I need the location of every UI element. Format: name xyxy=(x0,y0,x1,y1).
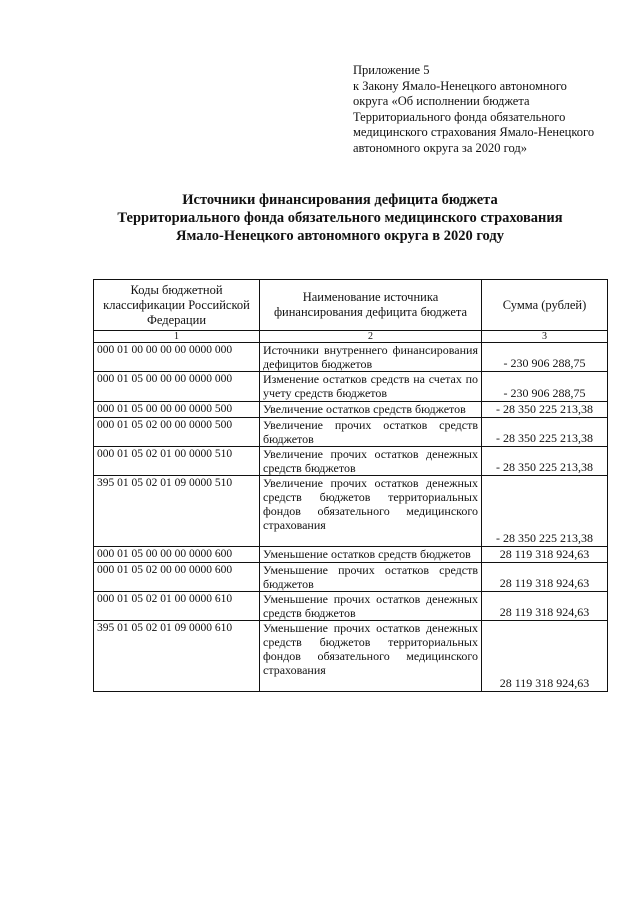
row-code: 000 01 05 02 01 00 0000 610 xyxy=(94,592,260,621)
row-amount: - 28 350 225 213,38 xyxy=(482,402,608,418)
title-line: Территориального фонда обязательного медицинского страхования xyxy=(117,210,563,226)
row-amount: - 230 906 288,75 xyxy=(482,372,608,402)
table-row xyxy=(94,547,608,563)
row-amount: 28 119 318 924,63 xyxy=(482,621,608,692)
header-amount: Сумма (рублей) xyxy=(482,280,608,331)
table-row xyxy=(94,447,608,476)
table-row xyxy=(94,621,608,692)
appendix-line: медицинского страхования Ямало-Ненецкого xyxy=(353,125,595,139)
row-code: 395 01 05 02 01 09 0000 610 xyxy=(94,621,260,692)
column-number: 2 xyxy=(260,331,482,343)
document-title xyxy=(60,191,620,245)
row-name: Увеличение прочих остатков денежных средств бюджетов территориальных фондов обязательного медицинского страхования xyxy=(260,476,482,547)
table-row xyxy=(94,592,608,621)
table-row xyxy=(94,372,608,402)
row-code: 000 01 05 02 00 00 0000 500 xyxy=(94,418,260,447)
table-row xyxy=(94,476,608,547)
column-number: 1 xyxy=(94,331,260,343)
column-number: 3 xyxy=(482,331,608,343)
row-amount: - 230 906 288,75 xyxy=(482,343,608,372)
row-code: 000 01 05 02 00 00 0000 600 xyxy=(94,563,260,592)
header-name: Наименование источника финансирования дефицита бюджета xyxy=(260,280,482,331)
row-name: Источники внутреннего финансирования дефицитов бюджетов xyxy=(260,343,482,372)
row-name: Уменьшение остатков средств бюджетов xyxy=(260,547,482,563)
row-name: Увеличение прочих остатков денежных средств бюджетов xyxy=(260,447,482,476)
row-code: 000 01 00 00 00 00 0000 000 xyxy=(94,343,260,372)
appendix-line: Приложение 5 xyxy=(353,63,430,77)
appendix-note xyxy=(353,63,623,156)
table-row xyxy=(94,418,608,447)
row-code: 395 01 05 02 01 09 0000 510 xyxy=(94,476,260,547)
table-header-row xyxy=(94,280,608,331)
appendix-line: Территориального фонда обязательного xyxy=(353,109,566,124)
row-code: 000 01 05 02 01 00 0000 510 xyxy=(94,447,260,476)
row-code: 000 01 05 00 00 00 0000 600 xyxy=(94,547,260,563)
appendix-line: округа «Об исполнении бюджета xyxy=(353,94,530,108)
row-amount: 28 119 318 924,63 xyxy=(482,547,608,563)
row-amount: - 28 350 225 213,38 xyxy=(482,476,608,547)
row-name: Увеличение остатков средств бюджетов xyxy=(260,402,482,418)
title-line: Источники финансирования дефицита бюджета xyxy=(182,192,498,208)
table-row xyxy=(94,402,608,418)
row-code: 000 01 05 00 00 00 0000 500 xyxy=(94,402,260,418)
title-line: Ямало-Ненецкого автономного округа в 2020 году xyxy=(176,228,504,244)
row-amount: 28 119 318 924,63 xyxy=(482,592,608,621)
row-name: Изменение остатков средств на счетах по учету средств бюджетов xyxy=(260,372,482,402)
row-amount: 28 119 318 924,63 xyxy=(482,563,608,592)
financing-sources-table xyxy=(93,279,608,692)
table-row xyxy=(94,343,608,372)
table-row xyxy=(94,563,608,592)
row-name: Уменьшение прочих остатков денежных средств бюджетов территориальных фондов обязательного медицинского страхования xyxy=(260,621,482,692)
row-name: Уменьшение прочих остатков средств бюджетов xyxy=(260,563,482,592)
row-amount: - 28 350 225 213,38 xyxy=(482,418,608,447)
row-name: Увеличение прочих остатков средств бюджетов xyxy=(260,418,482,447)
row-code: 000 01 05 00 00 00 0000 000 xyxy=(94,372,260,402)
appendix-line: автономного округа за 2020 год» xyxy=(353,140,527,155)
header-code: Коды бюджетной классификации Российской Федерации xyxy=(94,280,260,331)
appendix-line: к Закону Ямало-Ненецкого автономного xyxy=(353,78,567,93)
column-number-row xyxy=(94,331,608,343)
row-amount: - 28 350 225 213,38 xyxy=(482,447,608,476)
row-name: Уменьшение прочих остатков денежных средств бюджетов xyxy=(260,592,482,621)
